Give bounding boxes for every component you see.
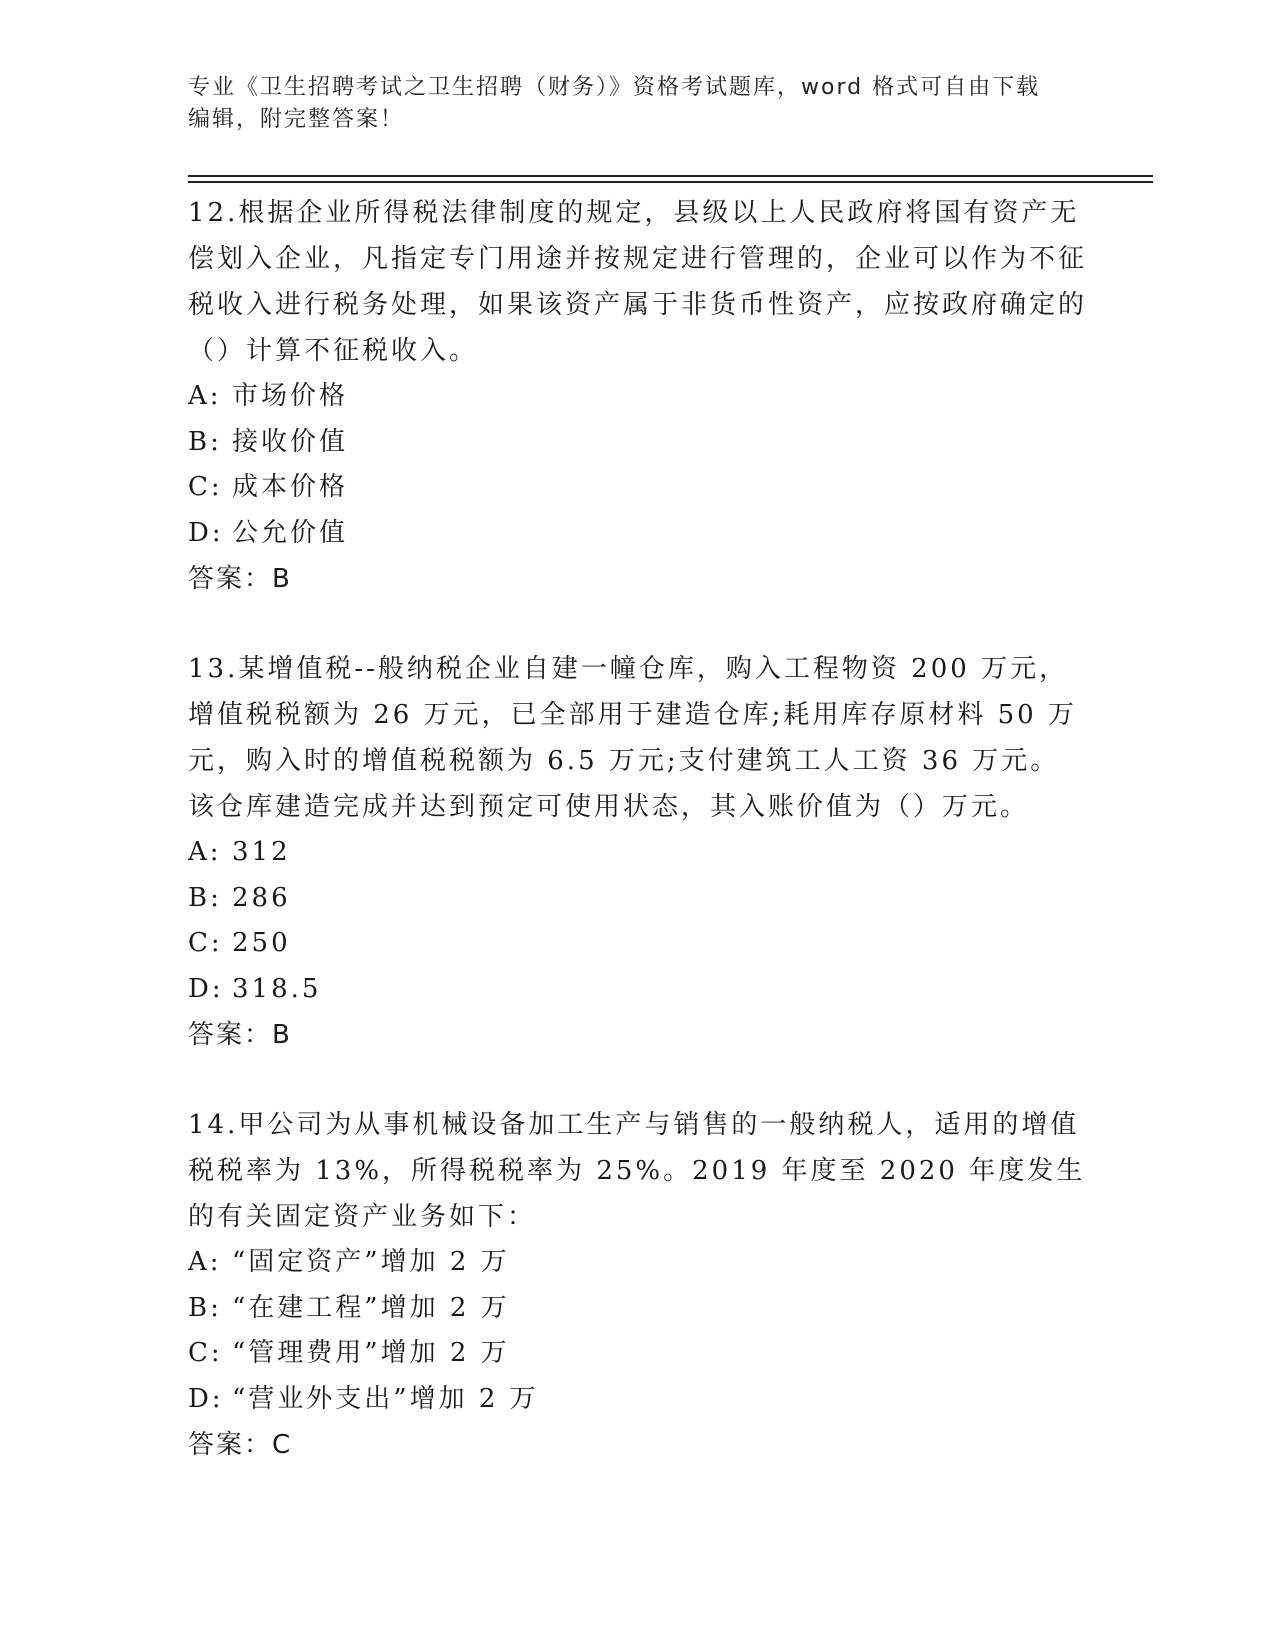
option-key: B: xyxy=(188,426,222,457)
header-line-2: 编辑，附完整答案！ xyxy=(188,107,405,132)
option-d xyxy=(188,967,1088,1013)
question-12 xyxy=(188,190,1088,602)
option-key: D: xyxy=(188,973,224,1004)
answer-label: 答案：B xyxy=(188,564,292,594)
option-value: 318.5 xyxy=(232,973,322,1004)
question-text: 13.某增值税--般纳税企业自建一幢仓库，购入工程物资 200 万元，增值税税额为 26 万元，已全部用于建造仓库;耗用库存原材料 50 万元，购入时的增值税税额为 6.5 万元;支付建筑工人工资 36 万元。该仓库建造完成并达到预定可使用状态，其入账价值为（）万元。 xyxy=(188,654,1077,822)
question-text: 14.甲公司为从事机械设备加工生产与销售的一般纳税人，适用的增值税税率为 13%，所得税税率为 25%。2019 年度至 2020 年度发生的有关固定资产业务如下： xyxy=(188,1110,1086,1232)
header-divider-bottom xyxy=(188,181,1153,183)
option-b xyxy=(188,1286,1088,1332)
option-key: A: xyxy=(188,837,222,867)
question-text: 12.根据企业所得税法律制度的规定，县级以上人民政府将国有资产无偿划入企业，凡指定专门用途并按规定进行管理的，企业可以作为不征税收入进行税务处理，如果该资产属于非货币性资产，应按政府确定的（）计算不征税收入。 xyxy=(188,198,1088,366)
option-value: “固定资产”增加 2 万 xyxy=(232,1247,510,1277)
option-key: D: xyxy=(188,1383,224,1414)
answer-label: 答案：C xyxy=(188,1430,293,1460)
answer-label: 答案：B xyxy=(188,1020,292,1050)
option-value: “管理费用”增加 2 万 xyxy=(232,1338,510,1368)
option-key: B: xyxy=(188,1292,222,1323)
option-value: 公允价值 xyxy=(232,517,349,548)
option-key: A: xyxy=(188,1247,222,1277)
question-list xyxy=(188,190,1088,1512)
option-a xyxy=(188,374,1088,420)
option-key: B: xyxy=(188,882,222,913)
option-key: C: xyxy=(188,928,223,958)
option-key: A: xyxy=(188,381,222,411)
option-d xyxy=(188,1377,1088,1423)
option-key: D: xyxy=(188,517,224,548)
option-value: 接收价值 xyxy=(232,426,349,457)
option-value: 市场价格 xyxy=(232,381,349,411)
option-a xyxy=(188,1240,1088,1286)
option-value: 286 xyxy=(232,882,291,913)
document-header xyxy=(188,72,1088,136)
option-c xyxy=(188,465,1088,511)
header-divider-top xyxy=(188,175,1153,177)
option-value: 250 xyxy=(232,928,291,958)
option-b xyxy=(188,876,1088,922)
option-value: “营业外支出”增加 2 万 xyxy=(232,1383,539,1414)
option-d xyxy=(188,511,1088,557)
option-key: C: xyxy=(188,472,223,502)
option-a xyxy=(188,830,1088,876)
question-13 xyxy=(188,646,1088,1058)
option-c xyxy=(188,921,1088,967)
option-value: 312 xyxy=(232,837,291,867)
option-c xyxy=(188,1331,1088,1377)
question-14 xyxy=(188,1102,1088,1468)
option-key: C: xyxy=(188,1338,223,1368)
option-value: “在建工程”增加 2 万 xyxy=(232,1292,510,1323)
header-line-1: 专业《卫生招聘考试之卫生招聘（财务）》资格考试题库，word 格式可自由下载 xyxy=(188,75,1041,100)
option-value: 成本价格 xyxy=(232,472,349,502)
option-b xyxy=(188,420,1088,466)
